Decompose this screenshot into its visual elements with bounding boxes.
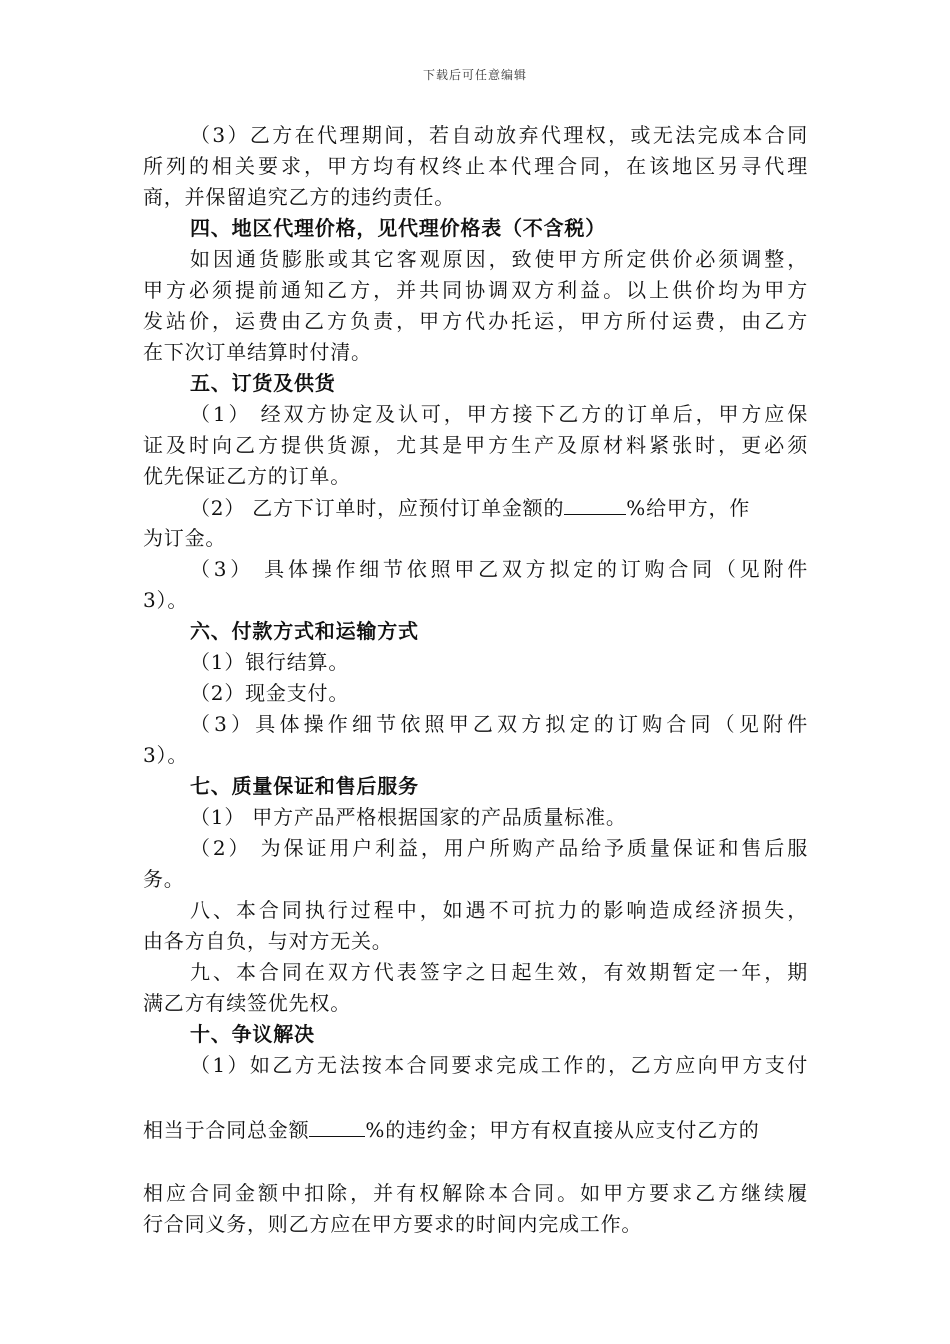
paragraph-line: 3）。: [143, 743, 189, 767]
fill-in-blank[interactable]: [309, 1114, 365, 1137]
paragraph-line: 在下次订单结算时付清。: [143, 340, 372, 364]
section-heading-6: 六、付款方式和运输方式: [190, 619, 419, 643]
paragraph-line: （3）具体操作细节依照甲乙双方拟定的订购合同（见附件: [190, 712, 808, 736]
paragraph-line: （3）乙方在代理期间，若自动放弃代理权，或无法完成本合同: [190, 123, 808, 147]
paragraph-line: 3）。: [143, 588, 189, 612]
paragraph-line: 商，并保留追究乙方的违约责任。: [143, 185, 455, 209]
paragraph-line: （2） 为保证用户利益，用户所购产品给予质量保证和售后服: [190, 836, 808, 860]
paragraph-line-with-blank: [143, 1114, 808, 1145]
paragraph-line: （2）现金支付。: [190, 681, 350, 705]
paragraph-line: 证及时向乙方提供货源，尤其是甲方生产及原材料紧张时，更必须: [143, 433, 808, 457]
section-heading-5: 五、订货及供货: [190, 371, 336, 395]
section-heading-7: 七、质量保证和售后服务: [190, 774, 419, 798]
paragraph-line: （1） 甲方产品严格根据国家的产品质量标准。: [190, 805, 627, 829]
paragraph-line: 满乙方有续签优先权。: [143, 991, 351, 1015]
fill-in-blank[interactable]: [564, 492, 626, 515]
paragraph-line: 务。: [143, 867, 185, 891]
paragraph-line-with-blank: [143, 492, 808, 523]
paragraph-line: 优先保证乙方的订单。: [143, 464, 351, 488]
paragraph-line: 相应合同金额中扣除，并有权解除本合同。如甲方要求乙方继续履: [143, 1181, 808, 1205]
paragraph-line: （1）银行结算。: [190, 650, 350, 674]
line-text: %给甲方，作: [626, 496, 751, 520]
paragraph-line: 为订金。: [143, 526, 227, 550]
paragraph-line: 行合同义务，则乙方应在甲方要求的时间内完成工作。: [143, 1212, 643, 1236]
paragraph-line: （1）如乙方无法按本合同要求完成工作的，乙方应向甲方支付: [190, 1053, 808, 1077]
paragraph-line: 由各方自负，与对方无关。: [143, 929, 393, 953]
paragraph-line: 甲方必须提前通知乙方，并共同协调双方利益。以上供价均为甲方: [143, 278, 808, 302]
line-text: 相当于合同总金额: [143, 1118, 310, 1142]
paragraph-line: （3） 具体操作细节依照甲乙双方拟定的订购合同（见附件: [190, 557, 808, 581]
paragraph-line: 发站价，运费由乙方负责，甲方代办托运，甲方所付运费，由乙方: [143, 309, 808, 333]
line-text: （2） 乙方下订单时，应预付订单金额的: [190, 496, 565, 520]
section-8-line: 八、本合同执行过程中，如遇不可抗力的影响造成经济损失，: [190, 898, 808, 922]
paragraph-line: （1） 经双方协定及认可，甲方接下乙方的订单后，甲方应保: [190, 402, 808, 426]
paragraph-line: 所列的相关要求，甲方均有权终止本代理合同，在该地区另寻代理: [143, 154, 808, 178]
contract-body: [143, 120, 808, 1240]
page-header: 下载后可任意编辑: [422, 68, 527, 82]
section-heading-4: 四、地区代理价格，见代理价格表（不含税）: [190, 216, 606, 240]
line-text: %的违约金；甲方有权直接从应支付乙方的: [365, 1118, 760, 1142]
section-9-line: 九、本合同在双方代表签字之日起生效，有效期暂定一年，期: [190, 960, 808, 984]
section-heading-10: 十、争议解决: [190, 1022, 315, 1046]
paragraph-line: 如因通货膨胀或其它客观原因，致使甲方所定供价必须调整，: [190, 247, 808, 271]
